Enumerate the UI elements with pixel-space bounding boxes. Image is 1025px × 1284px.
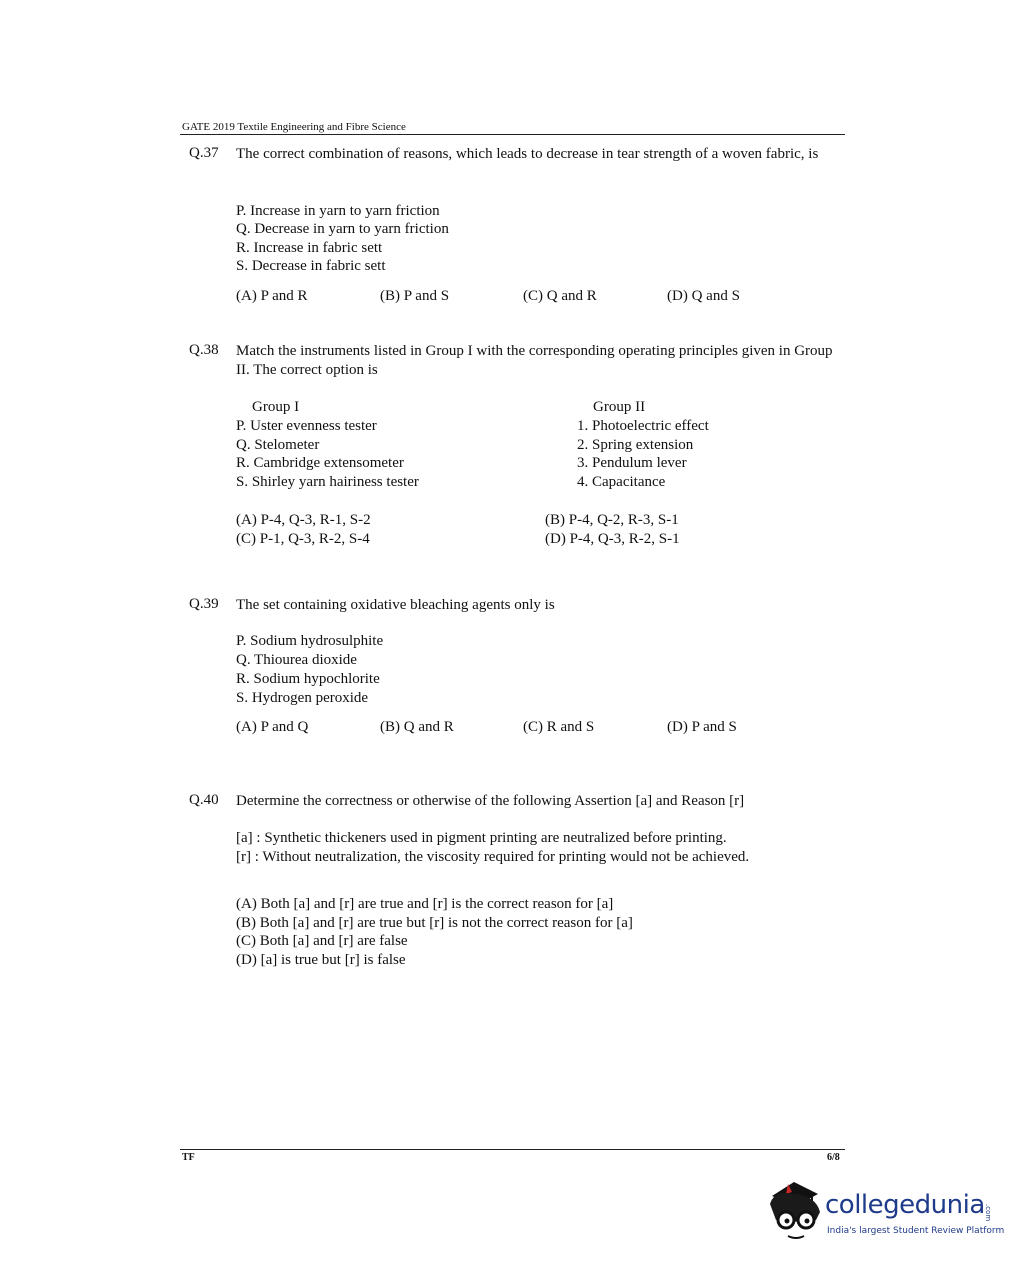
question-number: Q.38 (189, 342, 219, 358)
answer-option: (D) P and S (667, 719, 737, 735)
question-number: Q.37 (189, 145, 219, 161)
question-text: Match the instruments listed in Group I with the corresponding operating principles given in Group II. The correct option is (236, 343, 833, 378)
statement-item: Q. Decrease in yarn to yarn friction (236, 221, 449, 237)
brand-name: collegedunia (825, 1190, 985, 1220)
answer-option: (A) P-4, Q-3, R-1, S-2 (236, 512, 371, 528)
group-item: 2. Spring extension (577, 437, 694, 453)
header-rule (180, 134, 845, 135)
group-heading: Group II (593, 399, 646, 415)
statement-item: S. Hydrogen peroxide (236, 690, 369, 706)
brand-tagline: India's largest Student Review Platform (827, 1226, 1005, 1236)
statement-item: P. Sodium hydrosulphite (236, 633, 384, 649)
footer-page-number: 6/8 (827, 1152, 840, 1163)
group-item: 3. Pendulum lever (577, 455, 687, 471)
question-text: Determine the correctness or otherwise of the following Assertion [a] and Reason [r] (236, 793, 745, 809)
answer-option: (B) P-4, Q-2, R-3, S-1 (545, 512, 679, 528)
group-item: 1. Photoelectric effect (577, 418, 709, 434)
brand-domain-suffix: .com (984, 1204, 992, 1222)
assertion-text: [a] : Synthetic thickeners used in pigment printing are neutralized before printing. (236, 830, 727, 846)
answer-option: (C) R and S (523, 719, 595, 735)
statement-item: R. Increase in fabric sett (236, 240, 383, 256)
statement-item: R. Sodium hypochlorite (236, 671, 380, 687)
answer-option: (D) Q and S (667, 288, 740, 304)
answer-option: (B) P and S (380, 288, 450, 304)
group-item: 4. Capacitance (577, 474, 666, 490)
collegedunia-mascot-icon (766, 1176, 828, 1246)
page-header-title: GATE 2019 Textile Engineering and Fibre Science (182, 121, 406, 133)
answer-option: (C) P-1, Q-3, R-2, S-4 (236, 531, 370, 547)
answer-option: (A) P and Q (236, 719, 309, 735)
question-number: Q.39 (189, 596, 219, 612)
answer-option: (B) Both [a] and [r] are true but [r] is not the correct reason for [a] (236, 915, 633, 931)
answer-option: (C) Both [a] and [r] are false (236, 933, 408, 949)
group-heading: Group I (252, 399, 300, 415)
question-text: The set containing oxidative bleaching agents only is (236, 597, 555, 613)
reason-text: [r] : Without neutralization, the viscosity required for printing would not be achieved. (236, 849, 750, 865)
group-item: R. Cambridge extensometer (236, 455, 404, 471)
footer-rule (180, 1149, 845, 1150)
statement-item: S. Decrease in fabric sett (236, 258, 386, 274)
answer-option: (D) [a] is true but [r] is false (236, 952, 406, 968)
answer-option: (A) Both [a] and [r] are true and [r] is the correct reason for [a] (236, 896, 614, 912)
statement-item: P. Increase in yarn to yarn friction (236, 203, 440, 219)
group-item: P. Uster evenness tester (236, 418, 377, 434)
group-item: Q. Stelometer (236, 437, 320, 453)
question-number: Q.40 (189, 792, 219, 808)
answer-option: (A) P and R (236, 288, 308, 304)
question-text: The correct combination of reasons, which leads to decrease in tear strength of a woven fabric, is (236, 146, 819, 162)
answer-option: (C) Q and R (523, 288, 597, 304)
group-item: S. Shirley yarn hairiness tester (236, 474, 419, 490)
answer-option: (B) Q and R (380, 719, 454, 735)
footer-paper-code: TF (182, 1152, 195, 1163)
statement-item: Q. Thiourea dioxide (236, 652, 357, 668)
answer-option: (D) P-4, Q-3, R-2, S-1 (545, 531, 680, 547)
